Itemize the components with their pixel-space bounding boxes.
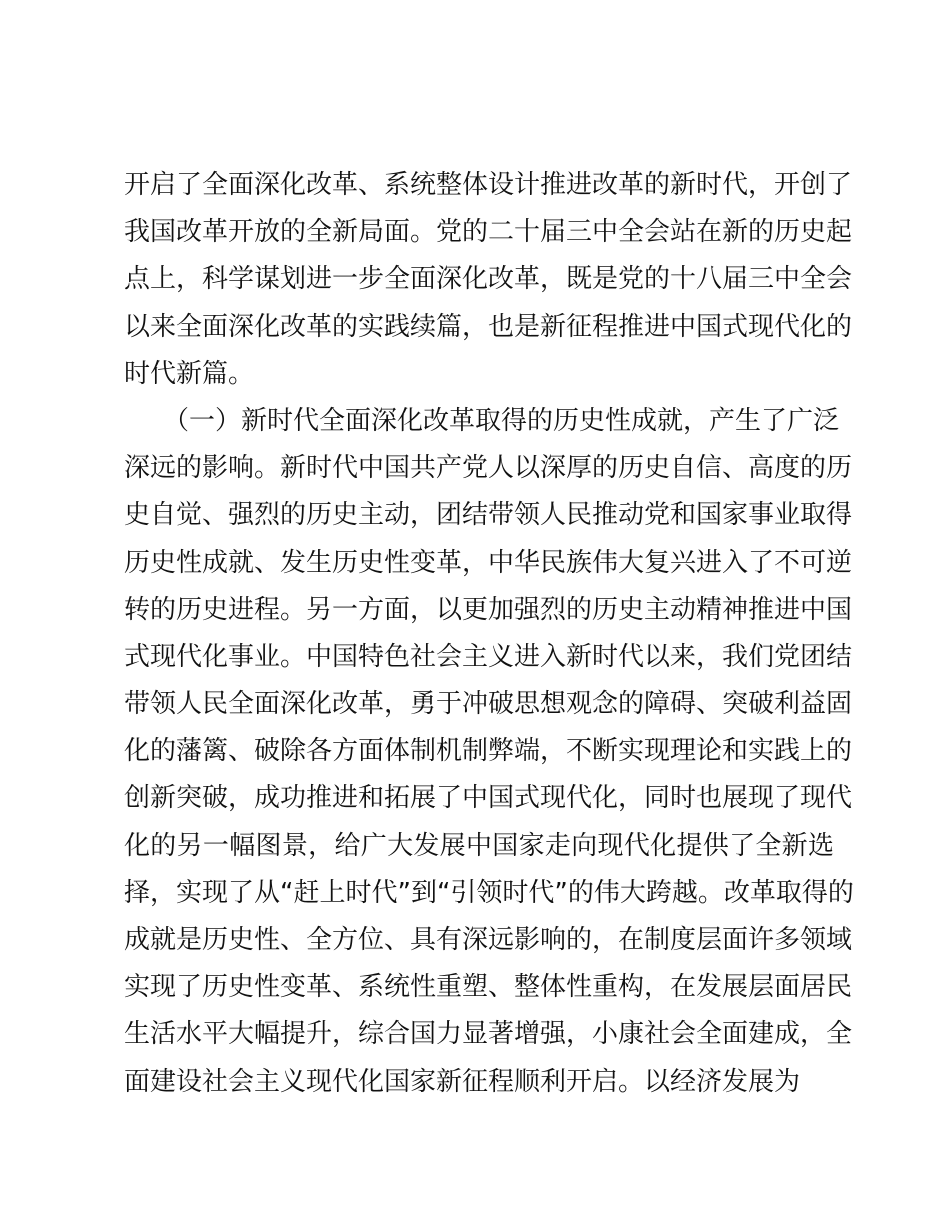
text-line: 化的藩篱、破除各方面体制机制弊端，不断实现理论和实践上的: [124, 736, 853, 767]
text-line: 式现代化事业。中国特色社会主义进入新时代以来，我们党团结: [124, 641, 853, 672]
text-line: 开启了全面深化改革、系统整体设计推进改革的新时代，开创了: [124, 170, 853, 200]
text-line: 以来全面深化改革的实践续篇，也是新征程推进中国式现代化的: [124, 311, 853, 342]
text-line: （一）新时代全面深化改革取得的历史性成就，产生了广泛: [124, 405, 840, 436]
text-line: 实现了历史性变革、系统性重塑、整体性重构，在发展层面居民: [124, 972, 853, 1003]
text-line: 时代新篇。: [124, 358, 255, 389]
text-line: 生活水平大幅提升，综合国力显著增强，小康社会全面建成，全: [124, 1019, 853, 1050]
text-line: 择，实现了从“赶上时代”到“引领时代”的伟大跨越。改革取得的: [124, 877, 854, 908]
text-line: 面建设社会主义现代化国家新征程顺利开启。以经济发展为: [124, 1066, 801, 1097]
text-line: 深远的影响。新时代中国共产党人以深厚的历史自信、高度的历: [124, 453, 853, 484]
text-line: 史自觉、强烈的历史主动，团结带领人民推动党和国家事业取得: [124, 500, 853, 531]
text-line: 历史性成就、发生历史性变革，中华民族伟大复兴进入了不可逆: [124, 547, 853, 578]
text-line: 带领人民全面深化改革，勇于冲破思想观念的障碍、突破利益固: [124, 689, 853, 720]
text-line: 创新突破，成功推进和拓展了中国式现代化，同时也展现了现代: [124, 783, 853, 814]
text-line: 成就是历史性、全方位、具有深远影响的，在制度层面许多领域: [124, 925, 853, 955]
text-line: 我国改革开放的全新局面。党的二十届三中全会站在新的历史起: [124, 217, 853, 248]
text-line: 点上，科学谋划进一步全面深化改革，既是党的十八届三中全会: [124, 264, 853, 295]
text-line: 转的历史进程。另一方面，以更加强烈的历史主动精神推进中国: [124, 594, 853, 625]
body-text: [124, 162, 854, 1106]
text-line: 化的另一幅图景，给广大发展中国家走向现代化提供了全新选: [124, 830, 834, 861]
